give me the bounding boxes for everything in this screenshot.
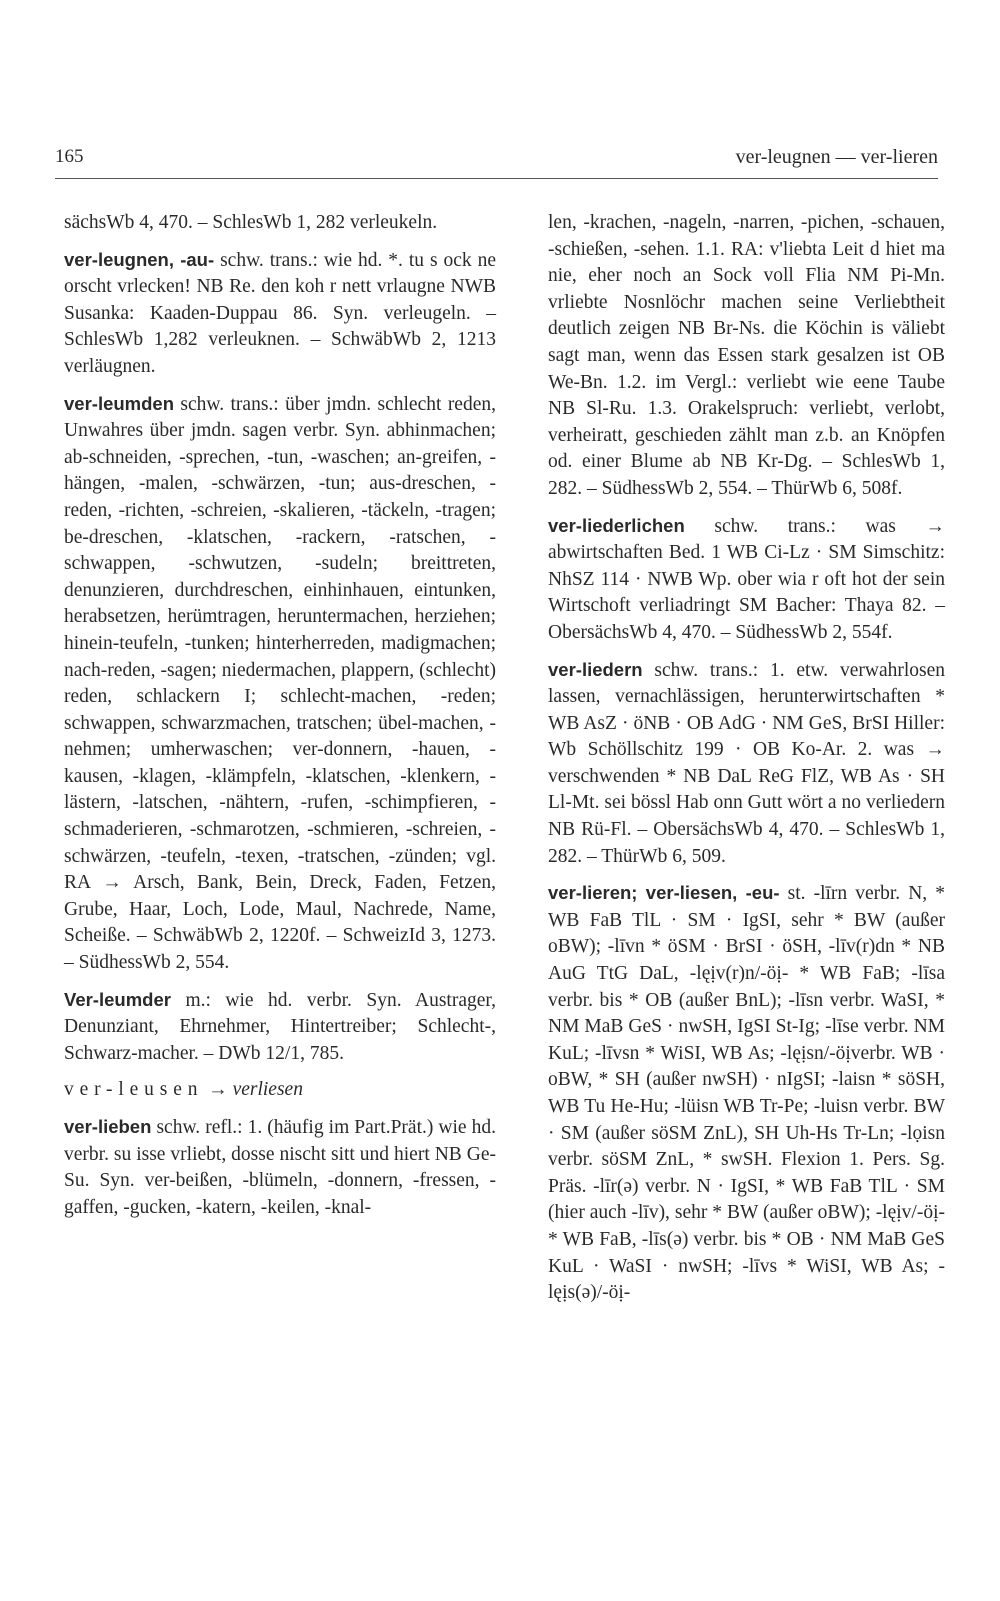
entry-lemma: ver-liederlichen bbox=[548, 514, 685, 536]
entry-text: schw. trans.: wie hd. *. tu s ock ne orscht vrlecken! NB Re. den koh r nett vrlaugne NWB Susanka: Kaaden-Duppau 86. Syn. verleugeln. – SchlesWb 1,282 verleuknen. – SchwäbWb 2, 1213 verläugnen. bbox=[64, 249, 496, 377]
right-column bbox=[548, 210, 945, 1317]
entry-continuation bbox=[64, 210, 496, 237]
entry-ver-leumder bbox=[64, 987, 496, 1068]
running-title: ver-leugnen — ver-lieren bbox=[735, 146, 938, 168]
entry-ver-liedern bbox=[548, 657, 945, 871]
entry-text: schw. trans.: über jmdn. schlecht reden, Unwahres über jmdn. sagen verbr. Syn. abhinmachen; ab-schneiden, -sprechen, -tun, -waschen; an-greifen, -hängen, -malen, -schwärzen, -tun; aus-dreschen, -reden, -richten, -schreien, -skalieren, -täckeln, -tragen; be-dreschen, -klatschen, -rackern, -ratschen, -schwappen, -schwutzen, -sudeln; breittreten, denunzieren, durchdreschen, einhinhauen, eintunken, herabsetzen, herümtragen, heruntermachen, herziehen; hinein-teufeln, -tunken; hinterherreden, madigmachen; nach-reden, -sagen; niedermachen, plappern, (schlecht) reden, schlackern I; schlecht-machen, -reden; schwappen, schwarzmachen, tratschen; übel-machen, -nehmen; umherwaschen; ver-donnern, -hauen, -kausen, -klagen, -klämpfeln, -klatschen, -klenkern, -lästern, -latschen, -nähtern, -rufen, -schimpfieren, -schmaderieren, -schmarotzen, -schmieren, -schreien, -schwärzen, -teufeln, -texen, -tratschen, -zünden; vgl. RA → Arsch, Bank, Bein, Dreck, Faden, Fetzen, Grube, Haar, Loch, Lode, Maul, Nachrede, Name, Scheiße. – SchwäbWb 2, 1220f. – SchweizId 3, 1273. – SüdhessWb 2, 554. bbox=[64, 393, 496, 974]
entry-crossref: → verliesen bbox=[203, 1079, 303, 1101]
entry-text: schw. trans.: was → abwirtschaften Bed. 1 WB Ci-Lz · SM Simschitz: NhSZ 114 · NWB Wp. ober wia r oft hot der sein Wirtschoft verliadringt SM Bacher: Thaya 82. – ObersächsWb 4, 470. – SüdhessWb 2, 554f. bbox=[548, 515, 945, 643]
entry-lemma: ver-lieben bbox=[64, 1116, 152, 1137]
entry-ver-lieben bbox=[64, 1114, 496, 1221]
entry-text: sächsWb 4, 470. – SchlesWb 1, 282 verleukeln. bbox=[64, 212, 438, 233]
entry-lemma: ver-liedern bbox=[548, 658, 643, 680]
entry-continuation bbox=[548, 210, 945, 503]
entry-lemma: Ver-leumder bbox=[64, 988, 171, 1010]
entry-ver-lieren bbox=[548, 880, 945, 1307]
left-column bbox=[64, 210, 496, 1231]
entry-ver-leumden bbox=[64, 391, 496, 977]
entry-lemma: ver-lieren; ver-liesen, -eu- bbox=[548, 882, 780, 904]
page-header bbox=[55, 146, 938, 179]
entry-text: schw. trans.: 1. etw. verwahrlosen lassen, vernachlässigen, herunterwirtschaften * WB AsZ · öNB · OB AdG · NM GeS, BrSI Hiller: Wb Schöllschitz 199 · OB Ko-Ar. 2. was → verschwenden * NB DaL ReG FlZ, WB As · SH Ll-Mt. sei bössl Hab onn Gutt wört a no verliedern NB Rü-Fl. – ObersächsWb 4, 470. – SchlesWb 1, 282. – ThürWb 6, 509. bbox=[548, 659, 945, 867]
entry-text: len, -krachen, -nageln, -narren, -pichen, -schauen, -schießen, -sehen. 1.1. RA: v'liebta Leit d hiet ma nie, eher noch an Sock voll Flia NM Pi-Mn. vrliebte Nosnlöchr machen seine Verliebtheit deutlich zeigen NB Br-Ns. die Köchin is väliebt sagt man, wenn das Essen stark gesalzen ist OB We-Bn. 1.2. im Vergl.: verliebt wie eene Taube NB Sl-Ru. 1.3. Orakelspruch: verliebt, verlobt, verheiratt, geschieden zählt man z.b. an Knöpfen od. einer Blume ab NB Kr-Dg. – SchlesWb 1, 282. – SüdhessWb 2, 554. – ThürWb 6, 508f. bbox=[548, 212, 945, 499]
entry-lemma: ver-leumden bbox=[64, 392, 175, 414]
entry-text: schw. refl.: 1. (häufig im Part.Prät.) wie hd. verbr. su isse vrliebt, dosse nischt sitt und hiert NB Ge-Su. Syn. ver-beißen, -blümeln, -donnern, -fressen, -gaffen, -gucken, -katern, -keilen, -knal- bbox=[64, 1117, 496, 1218]
page-number: 165 bbox=[55, 146, 84, 167]
entry-ver-liederlichen bbox=[548, 513, 945, 647]
entry-lemma: ver-leugnen, -au- bbox=[64, 248, 215, 270]
entry-text: m.: wie hd. verbr. Syn. Austrager, Denunziant, Ehrnehmer, Hintertreiber; Schlecht-, Schwarz-macher. – DWb 12/1, 785. bbox=[64, 989, 496, 1064]
entry-text: st. -līrn verbr. N, * WB FaB TlL · SM · IgSI, sehr * BW (außer oBW); -līvn * öSM · BrSI · öSH, -līv(r)dn * NB AuG TtG DaL, -lęịv(r)n/-öị- * WB FaB; -līsa verbr. bis * OB (außer BnL); -līsn verbr. WaSI, * NM MaB GeS · nwSH, IgSI St-Ig; -līse verbr. NM KuL; -līvsn * WiSI, WB As; -lęịsn/-öịverbr. WB · oBW, * SH (außer nwSH) · nIgSI; -laisn * söSH, WB Tu He-Hu; -lüisn WB Tr-Pe; -luisn verbr. BW · SM (außer söSM ZnL), SH Uh-Hs Tr-Ln; -lọisn verbr. söSM ZnL, * swSH. Flexion 1. Pers. Sg. Präs. -līr(ə) verbr. N · IgSI, * WB FaB TlL · SM (hier auch -līv), sehr * BW (außer oBW); -lęịv/-öị- * WB FaB, -līs(ə) verbr. bis * OB · NM MaB GeS KuL · WaSI · nwSH; -līvs * WiSI, WB As; -lęịs(ə)/-öị- bbox=[548, 883, 946, 1304]
entry-ver-leugnen bbox=[64, 247, 496, 381]
entry-ver-leusen bbox=[64, 1077, 496, 1104]
entry-lemma-spaced: ver-leusen bbox=[64, 1079, 204, 1101]
